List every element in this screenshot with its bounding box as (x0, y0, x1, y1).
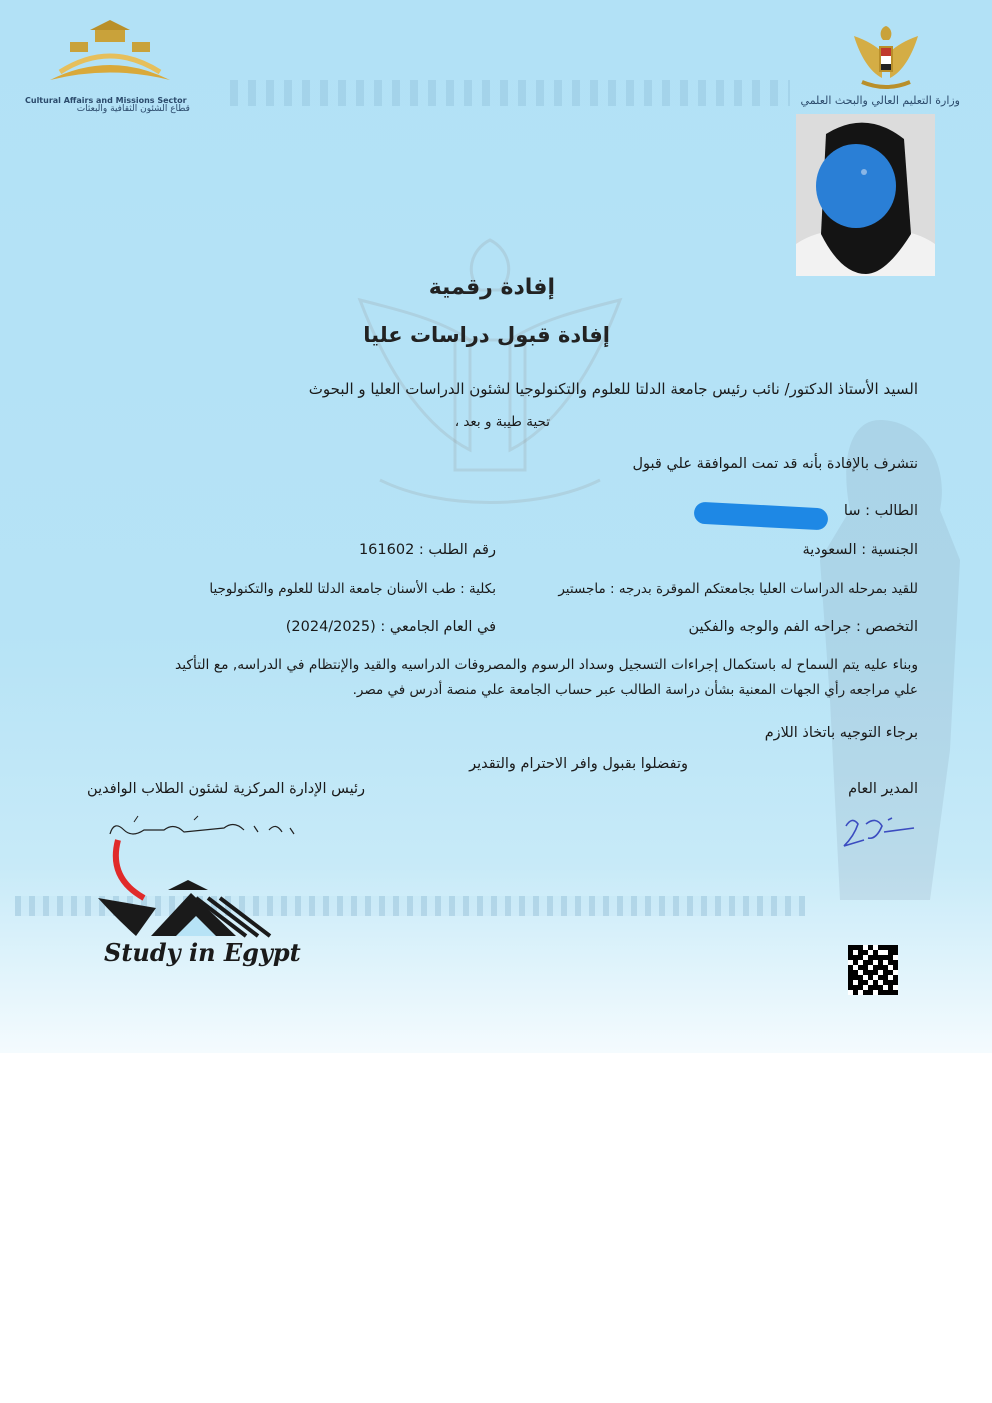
right-logo-ar: وزارة التعليم العالي والبحث العلمي (800, 94, 960, 107)
document-subtitle: إفادة قبول دراسات عليا (363, 323, 610, 347)
paragraph-line-2: علي مراجعه رأي الجهات المعنية بشأن دراسة الطالب عبر حساب الجامعة علي منصة أدرس في مصر. (352, 682, 918, 698)
general-manager-signature (838, 812, 918, 852)
request-number-line: رقم الطلب : 161602 (358, 542, 496, 558)
general-manager-title: المدير العام (848, 781, 918, 797)
paragraph-line-1: وبناء عليه يتم السماح له باستكمال إجراءات التسجيل وسداد الرسوم والمصروفات الدراسيه والقيد والإنتظام في الدراسه, مع التأكيد (175, 657, 918, 673)
study-in-egypt-text: Study in Egypt (104, 938, 301, 967)
left-logo-en: Cultural Affairs and Missions Sector (25, 96, 187, 105)
addressee-line: السيد الأستاذ الدكتور/ نائب رئيس جامعة الدلتا للعلوم والتكنولوجيا لشئون الدراسات العليا و البحوث (308, 380, 918, 398)
intro-line: نتشرف بالإفادة بأنه قد تمت الموافقة علي قبول (632, 456, 918, 472)
greeting-line: تحية طيبة و بعد ، (454, 414, 550, 430)
academic-year-line: في العام الجامعي : (2024/2025) (285, 619, 496, 635)
enrollment-line: للقيد بمرحله الدراسات العليا بجامعتكم الموقرة بدرجه : ماجستير (558, 581, 918, 597)
closing-line: وتفضلوا بقبول وافر الاحترام والتقدير (469, 756, 688, 772)
nationality-line: الجنسية : السعودية (802, 542, 918, 558)
egypt-eagle-logo (852, 22, 920, 92)
top-ornament-band (230, 80, 790, 106)
central-admin-head-title: رئيس الإدارة المركزية لشئون الطلاب الوافدين (87, 781, 365, 797)
student-name-line: الطالب : سا (843, 503, 918, 519)
specialization-line: التخصص : جراحه الفم والوجه والفكين (688, 619, 918, 635)
cultural-affairs-logo (40, 20, 180, 95)
eagle-watermark (340, 220, 640, 520)
student-photo (796, 114, 935, 276)
left-logo-ar: قطاع الشئون الثقافية والبعثات (76, 104, 190, 114)
faculty-line: بكلية : طب الأسنان جامعة الدلتا للعلوم والتكنولوجيا (209, 581, 496, 597)
qr-code (848, 945, 898, 995)
request-action-line: برجاء التوجيه باتخاذ اللازم (764, 725, 918, 741)
document-title: إفادة رقمية (428, 275, 555, 300)
